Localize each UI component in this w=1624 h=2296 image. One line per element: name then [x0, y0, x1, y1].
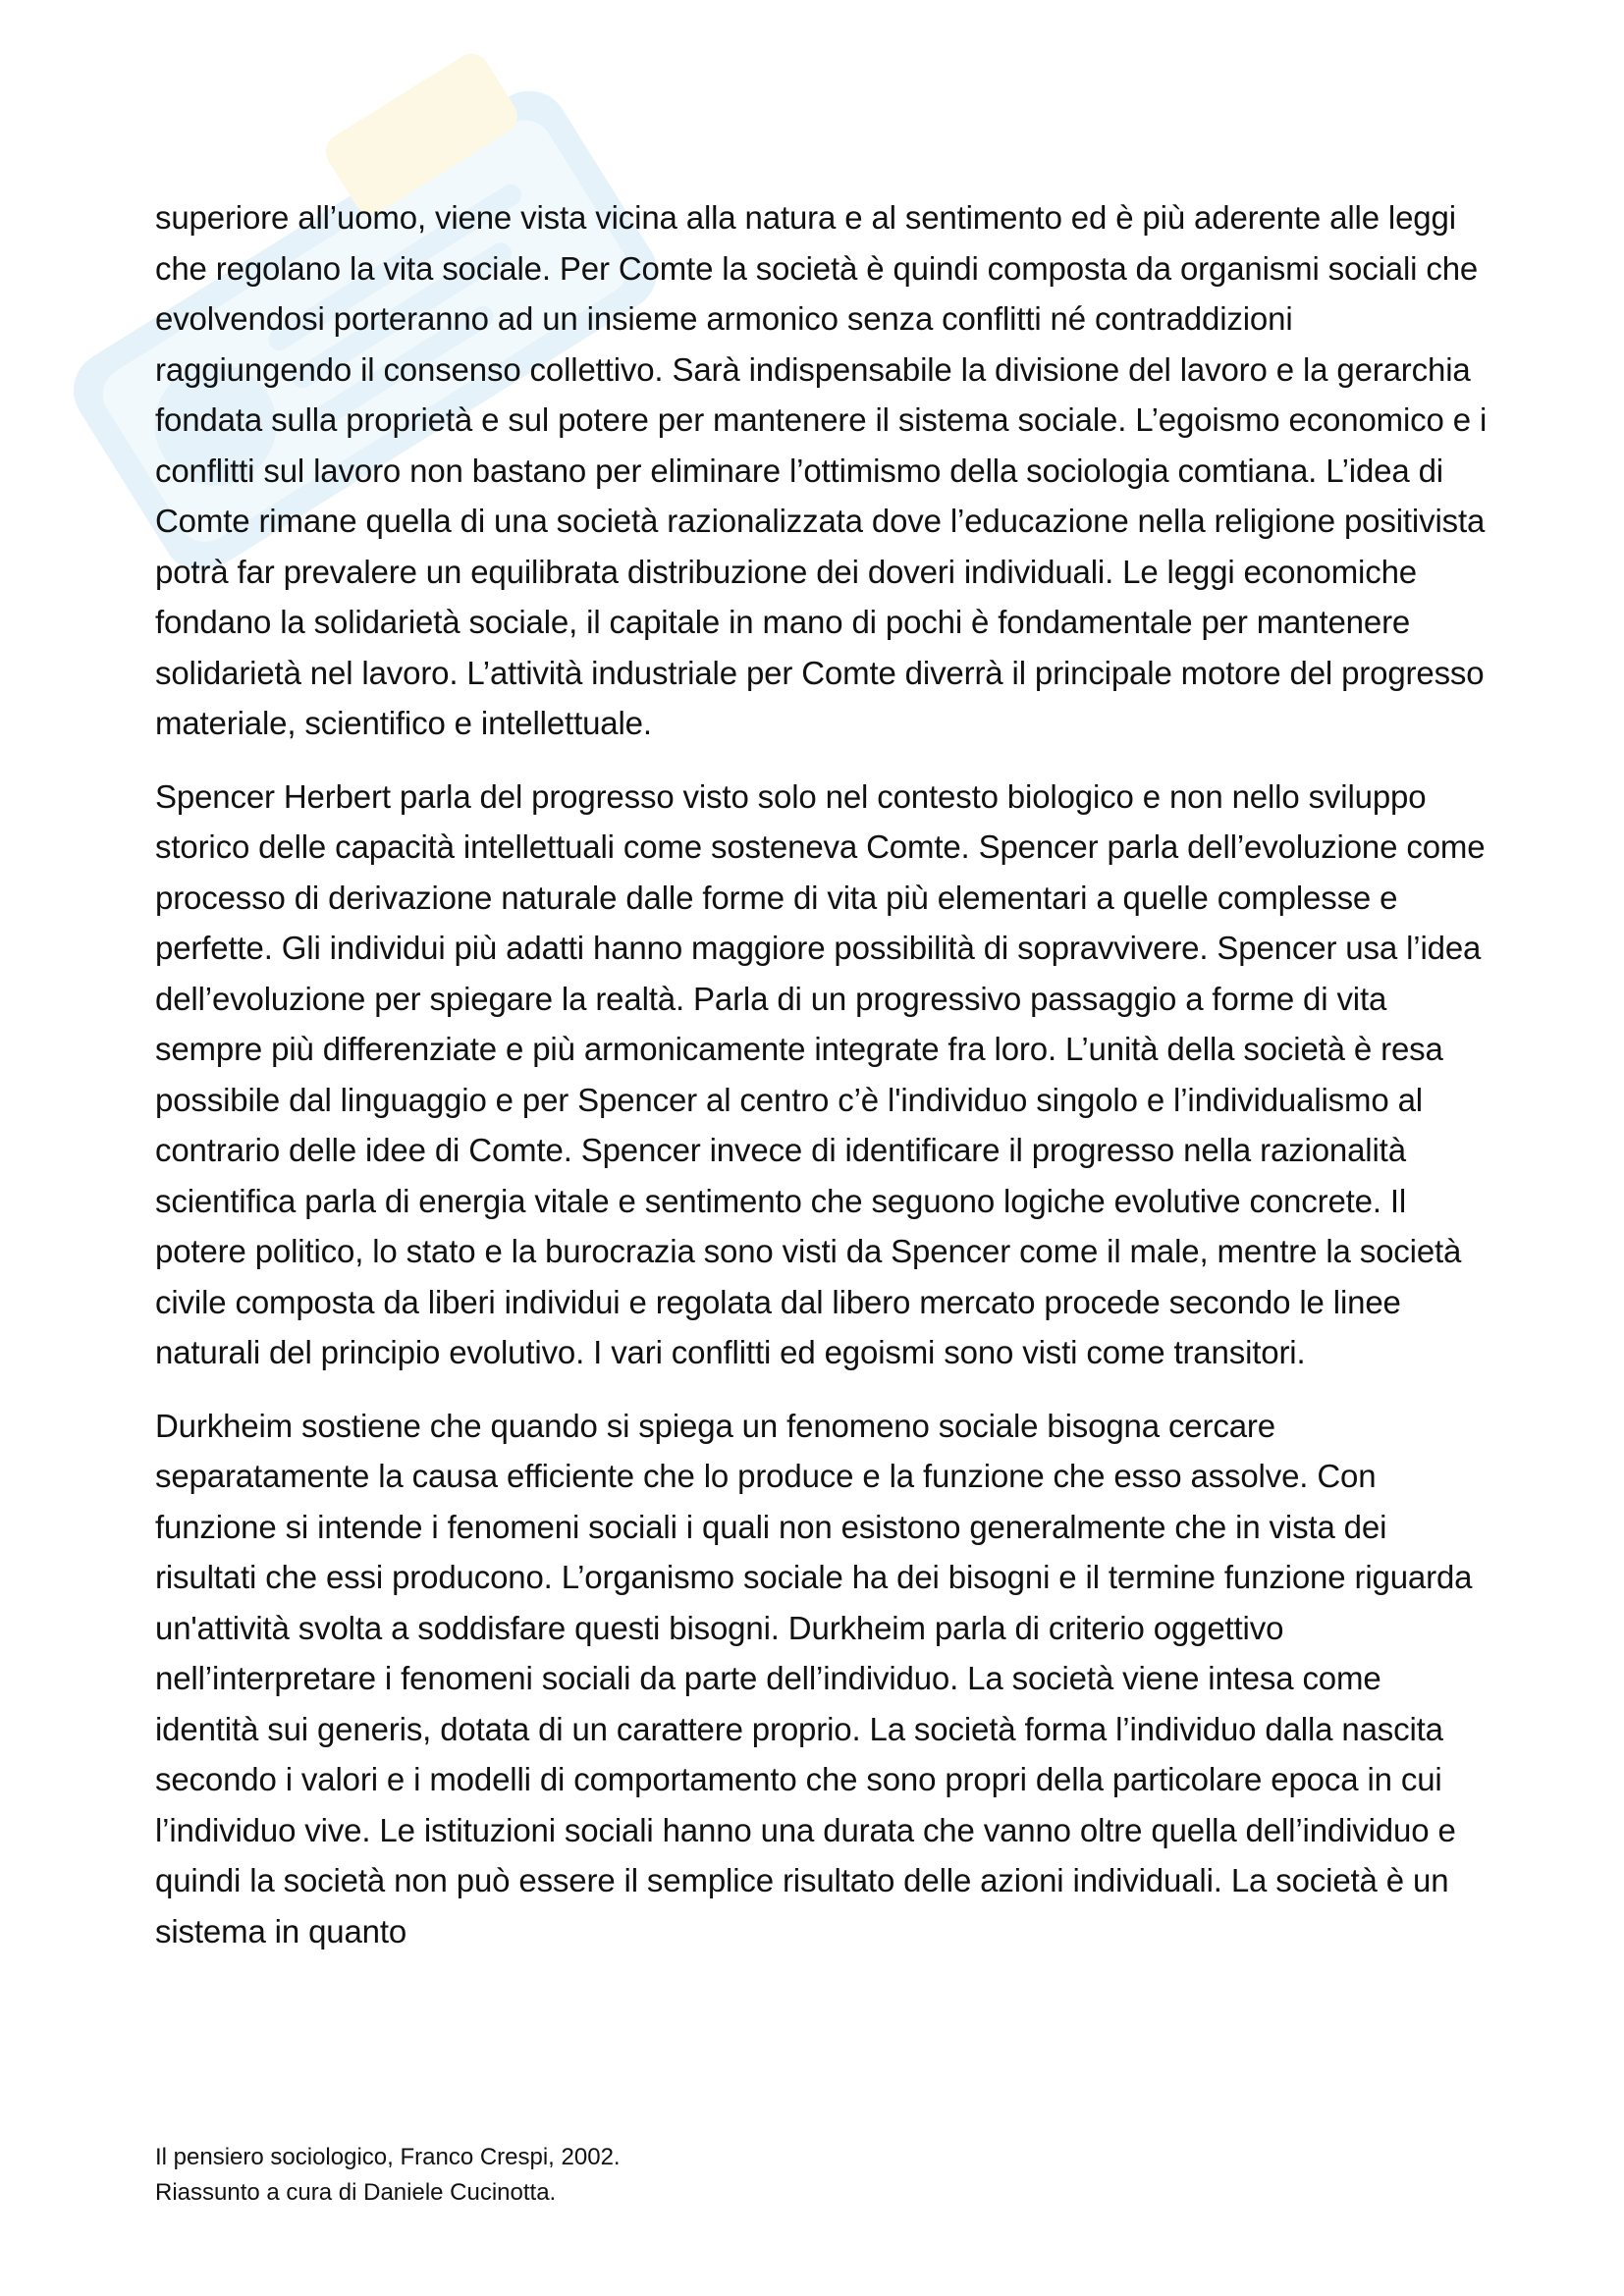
footer-source: Il pensiero sociologico, Franco Crespi, 2002.	[155, 2144, 621, 2170]
paragraph-spencer: Spencer Herbert parla del progresso visto solo nel contesto biologico e non nello sviluppo storico delle capacità intellettuali come sosteneva Comte. Spencer parla dell’evoluzione come processo di derivazione naturale dalle forme di vita più elementari a quelle complesse e perfette. Gli individui più adatti hanno maggiore possibilità di sopravvivere. Spencer usa l’idea dell’evoluzione per spiegare la realtà. Parla di un progressivo passaggio a forme di vita sempre più differenziate e più armonicamente integrate fra loro. L’unità della società è resa possibile dal linguaggio e per Spencer al centro c’è l'individuo singolo e l’individualismo al contrario delle idee di Comte. Spencer invece di identificare il progresso nella razionalità scientifica parla di energia vitale e sentimento che seguono logiche evolutive concrete. Il potere politico, lo stato e la burocrazia sono visti da Spencer come il male, mentre la società civile composta da liberi individui e regolata dal libero mercato procede secondo le linee naturali del principio evolutivo. I vari conflitti ed egoismi sono visti come transitori.	[155, 777, 1486, 1370]
document-body	[155, 192, 1490, 1979]
paragraph-durkheim: Durkheim sostiene che quando si spiega un fenomeno sociale bisogna cercare separatamente la causa efficiente che lo produce e la funzione che esso assolve. Con funzione si intende i fenomeni sociali i quali non esistono generalmente che in vista dei risultati che essi producono. L’organismo sociale ha dei bisogni e il termine funzione riguarda un'attività svolta a soddisfare questi bisogni. Durkheim parla di criterio oggettivo nell’interpretare i fenomeni sociali da parte dell’individuo. La società viene intesa come identità sui generis, dotata di un carattere proprio. La società forma l’individuo dalla nascita secondo i valori e i modelli di comportamento che sono propri della particolare epoca in cui l’individuo vive. Le istituzioni sociali hanno una durata che vanno oltre quella dell’individuo e quindi la società non può essere il semplice risultato delle azioni individuali. La società è un sistema in quanto	[155, 1407, 1473, 1949]
footer-credit: Riassunto a cura di Daniele Cucinotta.	[155, 2179, 557, 2206]
page-footer	[155, 2140, 621, 2211]
paragraph-comte: superiore all’uomo, viene vista vicina alla natura e al sentimento ed è più aderente alle leggi che regolano la vita sociale. Per Comte la società è quindi composta da organismi sociali che evolvendosi porteranno ad un insieme armonico senza conflitti né contraddizioni raggiungendo il consenso collettivo. Sarà indispensabile la divisione del lavoro e la gerarchia fondata sulla proprietà e sul potere per mantenere il sistema sociale. L’egoismo economico e i conflitti sul lavoro non bastano per eliminare l’ottimismo della sociologia comtiana. L’idea di Comte rimane quella di una società razionalizzata dove l’educazione nella religione positivista potrà far prevalere un equilibrata distribuzione dei doveri individuali. Le leggi economiche fondano la solidarietà sociale, il capitale in mano di pochi è fondamentale per mantenere solidarietà nel lavoro. L’attività industriale per Comte diverrà il principale motore del progresso materiale, scientifico e intellettuale.	[155, 199, 1488, 741]
